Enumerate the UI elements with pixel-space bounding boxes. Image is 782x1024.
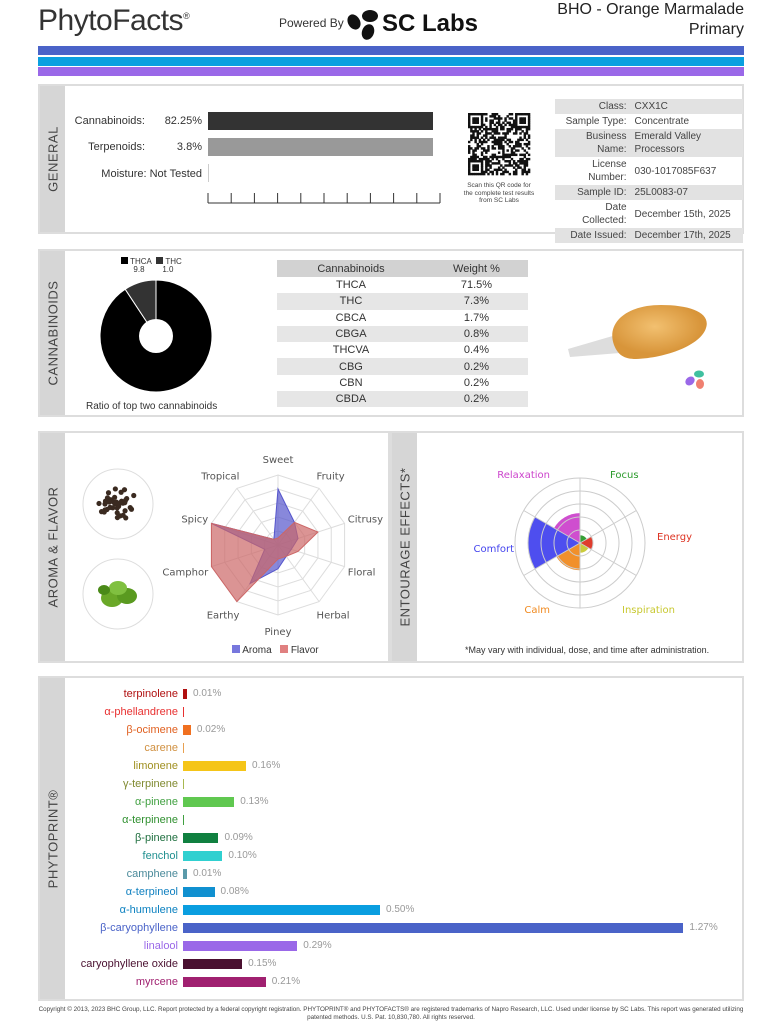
- effect-label: Calm: [524, 605, 550, 616]
- cannabinoid-ratio-donut: [100, 280, 212, 392]
- info-row: [555, 99, 743, 114]
- info-value: December 17th, 2025: [634, 230, 731, 241]
- info-key: Class:: [598, 101, 627, 112]
- radar-legend: [232, 645, 319, 656]
- table-row: [277, 326, 528, 342]
- terpene-label: camphene: [126, 868, 178, 881]
- terpene-value: 0.08%: [220, 886, 249, 898]
- qr-code-icon[interactable]: [468, 113, 530, 175]
- pie-legend: THCA THC 9.8 1.0: [121, 257, 182, 274]
- terpenoids-bar: [208, 138, 433, 156]
- terpene-bar: [183, 869, 187, 879]
- terpene-label: α-humulene: [119, 904, 178, 917]
- terpene-label: α-pinene: [134, 796, 178, 809]
- cannabinoid-name: THCVA: [332, 344, 370, 357]
- col-header: Weight %: [425, 260, 528, 277]
- terpene-label: terpinolene: [123, 688, 178, 700]
- terpene-bar: [183, 725, 191, 735]
- radar-label: Camphor: [162, 567, 209, 579]
- terpene-bar: [183, 743, 184, 753]
- cannabinoids-bar: [208, 112, 433, 130]
- sample-info-table: [555, 99, 743, 243]
- product-grade: Primary: [688, 21, 744, 38]
- info-value: December 15th, 2025: [634, 208, 731, 220]
- legend-aroma: Aroma: [242, 645, 272, 656]
- info-value: 25L0083-07: [634, 187, 688, 198]
- cannabinoid-weight: 0.8%: [425, 326, 528, 342]
- moisture-row: Moisture: Not Tested: [101, 168, 202, 180]
- effect-label: Energy: [657, 532, 693, 543]
- info-value: Concentrate: [634, 116, 690, 127]
- terpene-bar: [183, 797, 234, 807]
- radar-label: Earthy: [206, 610, 240, 622]
- terpene-value: 0.01%: [193, 868, 222, 880]
- cannabinoid-weight: 0.2%: [425, 391, 528, 407]
- section-label: ENTOURAGE EFFECTS*: [392, 433, 417, 661]
- cannabinoids-label: Cannabinoids:: [74, 115, 145, 127]
- color-stripe: [38, 67, 744, 76]
- terpene-value: 1.27%: [689, 922, 718, 934]
- radar-label: Floral: [347, 567, 376, 579]
- radar-label: Piney: [264, 627, 292, 638]
- terpene-bar: [183, 707, 184, 717]
- product-title: [557, 0, 744, 40]
- info-key: License Number:: [588, 159, 627, 183]
- cannabinoid-name: CBGA: [277, 326, 425, 342]
- product-name: BHO - Orange Marmalade: [557, 1, 744, 18]
- terpene-value: 0.29%: [303, 940, 332, 952]
- powered-by: Powered By: [279, 16, 344, 30]
- radar-label: Citrusy: [347, 514, 384, 526]
- phytofacts-logo: PhytoFacts®: [38, 4, 190, 37]
- effect-label: Focus: [610, 470, 639, 481]
- moisture-bar: [208, 164, 209, 182]
- qr-caption: Scan this QR code for the complete test results from SC Labs: [463, 182, 535, 204]
- terpene-value: 0.21%: [271, 976, 301, 988]
- table-row: [277, 342, 528, 358]
- section-label: GENERAL: [40, 86, 65, 232]
- terpene-value: 0.13%: [240, 796, 269, 808]
- terpene-label: α-terpinene: [122, 814, 178, 827]
- entourage-note: *May vary with individual, dose, and time after administration.: [465, 645, 710, 655]
- terpene-label: fenchol: [142, 850, 178, 863]
- terpene-value: 0.02%: [196, 724, 226, 736]
- terpene-label: β-pinene: [134, 832, 178, 845]
- donut-hole: [139, 319, 173, 353]
- cannabinoid-weight: 0.4%: [463, 344, 489, 357]
- color-stripe: [38, 57, 744, 66]
- info-key: Date Issued:: [570, 230, 627, 241]
- terpene-label: γ-terpinene: [122, 778, 178, 791]
- info-key: Business Name:: [585, 131, 627, 155]
- copyright-footer: Copyright © 2013, 2023 BHC Group, LLC. Report protected by a federal copyright registration. PHYTOPRINT® and PHYTOFACTS® are registered trademarks of Napro Research, LLC. Used under license by SC Labs. This report was generated utilizing patented methods. U.S. Pat. 10,830,780. All rights reserved.: [38, 1006, 744, 1021]
- terpene-bar: [183, 959, 242, 969]
- table-header: [277, 260, 528, 277]
- cannabinoid-weight: 0.2%: [463, 376, 489, 389]
- cannabinoid-name: CBDA: [277, 391, 425, 407]
- terpene-label: limonene: [133, 760, 178, 773]
- info-key: Sample ID:: [577, 187, 627, 198]
- sc-labs-name: SC Labs: [382, 10, 479, 37]
- table-row: [277, 375, 528, 391]
- entourage-polar-chart: [460, 460, 700, 625]
- logo-text: PhytoFacts: [38, 4, 184, 37]
- info-key: Date Collected:: [582, 202, 627, 226]
- radar-series-flavor: [211, 522, 318, 601]
- info-value: Emerald Valley Processors: [634, 131, 702, 155]
- terpene-bar: [183, 923, 683, 933]
- cannabinoid-weight: 1.7%: [463, 311, 489, 324]
- radar-label: Spicy: [181, 514, 209, 526]
- table-row: [277, 277, 528, 293]
- radar-label: Herbal: [316, 610, 350, 622]
- terpene-value: 0.01%: [193, 688, 222, 699]
- table-row: [277, 293, 528, 309]
- product-photo: [566, 283, 726, 393]
- terpene-label: α-terpineol: [125, 886, 178, 899]
- peppercorn-image: [82, 468, 154, 540]
- info-row: [555, 200, 743, 228]
- info-row: [555, 157, 743, 185]
- terpene-label: carene: [144, 742, 178, 755]
- terpene-bar: [183, 689, 187, 699]
- terpene-bar: [183, 761, 246, 771]
- info-row: [555, 114, 743, 129]
- legend-flavor: Flavor: [290, 645, 319, 656]
- cannabinoid-name: CBN: [339, 376, 363, 389]
- terpene-label: β-caryophyllene: [100, 922, 178, 935]
- terpenoids-label: Terpenoids:: [88, 141, 145, 153]
- radar-label: Tropical: [201, 471, 240, 483]
- info-value: CXX1C: [634, 101, 668, 112]
- info-key: Sample Type:: [565, 116, 627, 127]
- terpene-bar: [183, 941, 297, 951]
- effect-label: Relaxation: [497, 470, 550, 481]
- cannabinoid-weight: 0.2%: [425, 358, 528, 374]
- terpene-value: 0.16%: [252, 760, 281, 772]
- terpene-bar: [183, 887, 215, 897]
- info-row: [555, 228, 743, 243]
- cannabinoid-weight: 71.5%: [460, 279, 493, 292]
- terpene-bar: [183, 851, 222, 861]
- cannabinoid-name: THCA: [335, 279, 366, 292]
- terpene-value: 0.50%: [386, 904, 415, 916]
- radar-label: Sweet: [262, 455, 294, 466]
- col-header: Cannabinoids: [277, 260, 425, 277]
- terpene-value: 0.10%: [228, 850, 257, 862]
- terpene-value: 0.15%: [248, 958, 277, 970]
- effect-label: Comfort: [473, 544, 514, 555]
- info-value: 030-1017085F637: [634, 165, 717, 177]
- section-label: AROMA & FLAVOR: [40, 433, 65, 661]
- cannabinoids-value: 82.25%: [164, 115, 202, 127]
- hops-image: [82, 558, 154, 630]
- terpene-bar: [183, 905, 380, 915]
- section-label: CANNABINOIDS: [40, 251, 65, 415]
- cannabinoids-table: [277, 260, 528, 407]
- scale-ticks: [206, 190, 442, 204]
- info-row: [555, 129, 743, 157]
- table-row: [277, 358, 528, 374]
- color-stripe: [38, 46, 744, 55]
- cannabinoid-name: THC: [277, 293, 425, 309]
- terpenoids-value: 3.8%: [176, 141, 202, 153]
- table-row: [277, 391, 528, 407]
- sc-labs-mark-icon: [684, 371, 704, 390]
- cannabinoid-name: CBG: [277, 358, 425, 374]
- terpene-bar: [183, 833, 218, 843]
- effect-label: Inspiration: [622, 605, 676, 616]
- cannabinoid-weight: 7.3%: [425, 293, 528, 309]
- terpene-bar: [183, 977, 266, 987]
- table-row: [277, 310, 528, 326]
- sc-labs-logo-icon: [346, 8, 380, 40]
- ratio-caption: Ratio of top two cannabinoids: [86, 401, 218, 412]
- section-label: PHYTOPRINT®: [40, 678, 65, 999]
- terpene-label: myrcene: [135, 976, 178, 989]
- terpene-bar: [183, 779, 184, 789]
- terpene-label: β-ocimene: [126, 724, 178, 737]
- terpene-value: 0.09%: [224, 832, 253, 844]
- aroma-flavor-radar: [160, 452, 390, 638]
- terpene-label: caryophyllene oxide: [80, 958, 178, 971]
- radar-label: Fruity: [316, 471, 345, 483]
- info-row: [555, 185, 743, 200]
- terpene-bar: [183, 815, 184, 825]
- terpene-label: linalool: [143, 940, 178, 953]
- terpene-label: α-phellandrene: [104, 706, 178, 719]
- cannabinoid-name: CBCA: [335, 311, 367, 324]
